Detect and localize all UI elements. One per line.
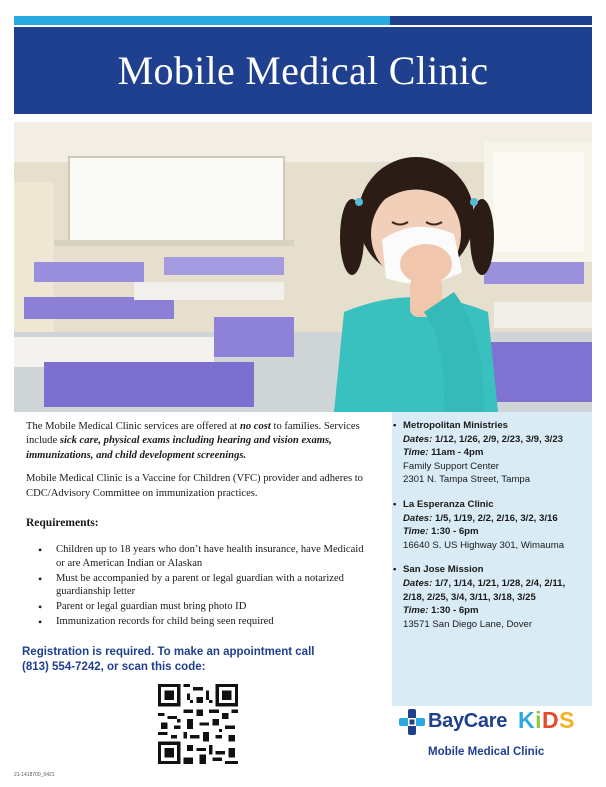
intro-paragraph-services [26,420,366,463]
intro-paragraph-vfc: Mobile Medical Clinic is a Vaccine for Children (VFC) provider and adheres to CDC/Advisory Committee on immunization practices. [26,473,363,499]
logo-kids-i: i [535,707,543,733]
location-place: Family Support Center [403,460,499,472]
time-value: 11am - 4pm [431,447,484,459]
intro-text [26,420,366,510]
dates-label: Dates: [403,512,433,524]
requirements-list [38,543,368,630]
intro-emphasis-no-cost: no cost [239,421,271,432]
logo-kids [518,707,575,734]
baycare-kids-logo [392,706,592,766]
location-name: • Metropolitan Ministries [393,419,586,433]
logo-kids-d: D [542,707,560,733]
hero-photo [14,122,592,412]
top-accent-bar-light [14,16,390,25]
dates-value: 1/7, 1/14, 1/21, 1/28, 2/4, 2/11, 2/18, 2/25, 3/4, 3/11, 3/18, 3/25 [403,578,566,603]
page-title: Mobile Medical Clinic [117,48,489,93]
dates-value: 1/12, 1/26, 2/9, 2/23, 3/9, 3/23 [435,433,564,445]
logo-brand: BayCare [428,710,508,732]
time-label: Time: [403,605,429,617]
time-label: Time: [403,526,429,538]
location-dates [403,433,586,447]
location-name: • La Esperanza Clinic [393,498,586,512]
location-entry [403,563,586,631]
requirement-item: • Children up to 18 years who don’t have health insurance, have Medicaid or are American Indian or Alaskan [38,543,368,571]
intro-emphasis-services: sick care, physical exams including hearing and vision exams, immunizations, and child development screenings. [26,435,332,461]
dates-label: Dates: [403,433,433,445]
document-code: 21-1418700_0421 [14,772,55,778]
location-name: • San Jose Mission [393,563,586,577]
location-time [403,446,586,460]
time-value: 1:30 - 6pm [431,526,479,538]
location-entry [403,419,586,487]
logo-subtitle: Mobile Medical Clinic [428,746,545,758]
top-accent-bar-dark [390,16,592,25]
locations-panel [392,412,592,706]
requirement-item: • Immunization records for child being seen required [38,615,368,629]
location-dates [403,577,586,604]
intro-text-a: The Mobile Medical Clinic services are offered at [26,421,240,432]
baycare-cross-icon [398,708,426,736]
dates-label: Dates: [403,578,433,590]
registration-line-2[interactable]: (813) 554-7242, or scan this code: [22,660,206,673]
dates-value: 1/5, 1/19, 2/2, 2/16, 3/2, 3/16 [435,512,558,524]
title-banner [14,27,592,114]
location-time [403,525,586,539]
intro-text-b: to families. Services include [26,421,360,447]
location-address: 2301 N. Tampa Street, Tampa [403,474,531,486]
location-address: 13571 San Diego Lane, Dover [403,618,533,630]
location-dates [403,512,586,526]
location-time [403,604,586,618]
logo-kids-s: S [559,707,575,733]
time-value: 1:30 - 6pm [431,605,479,617]
requirement-item: • Must be accompanied by a parent or legal guardian with a notarized guardianship letter [38,572,368,600]
requirements-heading: Requirements: [26,517,99,529]
location-address: 16640 S. US Highway 301, Wimauma [403,539,565,551]
time-label: Time: [403,447,429,459]
registration-notice [22,645,372,675]
location-entry [403,498,586,552]
qr-code-icon[interactable] [158,684,238,764]
requirement-item: • Parent or legal guardian must bring photo ID [38,600,368,614]
registration-line-1: Registration is required. To make an appointment call [22,646,315,658]
logo-kids-k: K [518,707,536,733]
